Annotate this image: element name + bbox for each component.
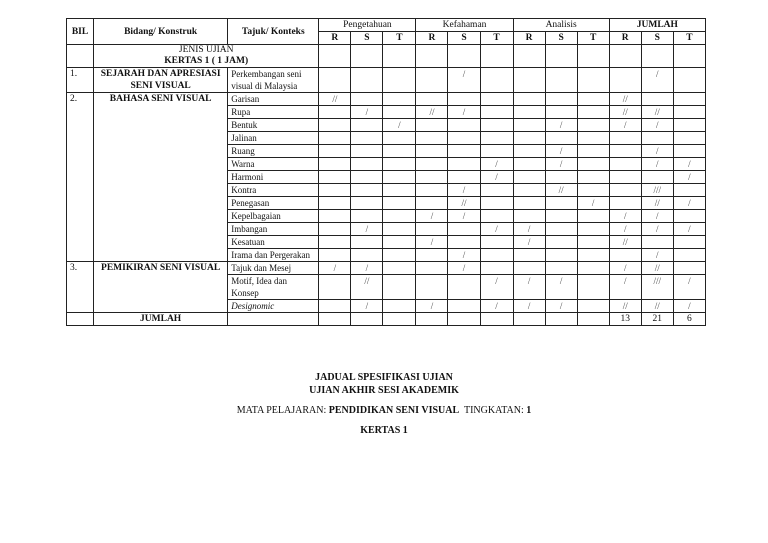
- topic-cell: Imbangan: [228, 223, 319, 236]
- topic-cell: Designomic: [228, 300, 319, 313]
- mark-cell: [480, 93, 513, 106]
- mark-cell: [577, 68, 609, 93]
- mark-cell: /: [513, 275, 545, 300]
- mark-cell: [641, 93, 673, 106]
- mark-cell: [577, 223, 609, 236]
- mark-cell: [577, 93, 609, 106]
- mark-cell: [383, 210, 416, 223]
- mark-cell: [448, 171, 480, 184]
- mark-cell: [416, 184, 448, 197]
- mark-cell: [383, 236, 416, 249]
- mark-cell: [480, 184, 513, 197]
- mark-cell: /: [641, 223, 673, 236]
- mark-cell: //: [351, 275, 383, 300]
- header-tajuk: Tajuk/ Konteks: [228, 19, 319, 45]
- mark-cell: /: [545, 145, 577, 158]
- mark-cell: [351, 93, 383, 106]
- mark-cell: [351, 145, 383, 158]
- mark-cell: [351, 249, 383, 262]
- mark-cell: [448, 275, 480, 300]
- mark-cell: /: [448, 249, 480, 262]
- mark-cell: [351, 197, 383, 210]
- table-body: [67, 45, 706, 326]
- mark-cell: [383, 106, 416, 119]
- table-row: [67, 262, 706, 275]
- mark-cell: [351, 158, 383, 171]
- mark-cell: [673, 210, 705, 223]
- mark-cell: [577, 119, 609, 132]
- mark-cell: /: [673, 171, 705, 184]
- mark-cell: /: [609, 119, 641, 132]
- mark-cell: ///: [641, 275, 673, 300]
- mark-cell: [319, 171, 351, 184]
- mark-cell: [448, 93, 480, 106]
- mark-cell: /: [609, 210, 641, 223]
- mark-cell: /: [545, 158, 577, 171]
- mark-cell: /: [545, 119, 577, 132]
- mark-cell: [319, 106, 351, 119]
- jenis-ujian-row: [67, 45, 706, 68]
- jenis-ujian-label: JENIS UJIAN: [178, 45, 234, 55]
- mark-cell: [416, 262, 448, 275]
- mark-cell: [416, 145, 448, 158]
- subheader-t: T: [577, 32, 609, 45]
- mark-cell: [577, 275, 609, 300]
- header-kefahaman: Kefahaman: [416, 19, 513, 32]
- mark-cell: [480, 249, 513, 262]
- mark-cell: [673, 93, 705, 106]
- subject-prefix: MATA PELAJARAN:: [236, 405, 327, 416]
- mark-cell: [577, 158, 609, 171]
- mark-cell: [448, 236, 480, 249]
- mark-cell: [416, 171, 448, 184]
- mark-cell: /: [641, 158, 673, 171]
- mark-cell: [416, 68, 448, 93]
- mark-cell: [545, 93, 577, 106]
- mark-cell: [448, 158, 480, 171]
- mark-cell: [673, 249, 705, 262]
- mark-cell: [513, 119, 545, 132]
- mark-cell: //: [319, 93, 351, 106]
- mark-cell: /: [513, 223, 545, 236]
- mark-cell: [416, 158, 448, 171]
- mark-cell: [545, 132, 577, 145]
- mark-cell: [351, 132, 383, 145]
- mark-cell: [319, 300, 351, 313]
- mark-cell: [480, 236, 513, 249]
- mark-cell: [609, 68, 641, 93]
- header-analisis: Analisis: [513, 19, 609, 32]
- header-jumlah: JUMLAH: [609, 19, 705, 32]
- topic-cell: Warna: [228, 158, 319, 171]
- mark-cell: [609, 184, 641, 197]
- mark-cell: [641, 236, 673, 249]
- mark-cell: [319, 210, 351, 223]
- jumlah-row: [67, 313, 706, 326]
- mark-cell: [577, 145, 609, 158]
- mark-cell: /: [609, 275, 641, 300]
- mark-cell: [673, 68, 705, 93]
- mark-cell: [609, 145, 641, 158]
- mark-cell: [513, 132, 545, 145]
- section-name: BAHASA SENI VISUAL: [94, 93, 228, 262]
- mark-cell: [480, 119, 513, 132]
- mark-cell: [319, 223, 351, 236]
- mark-cell: [448, 132, 480, 145]
- mark-cell: [319, 236, 351, 249]
- mark-cell: /: [641, 145, 673, 158]
- mark-cell: [383, 223, 416, 236]
- mark-cell: ///: [641, 184, 673, 197]
- mark-cell: [513, 145, 545, 158]
- mark-cell: /: [641, 119, 673, 132]
- specification-table: [66, 18, 706, 326]
- mark-cell: [545, 262, 577, 275]
- mark-cell: [513, 262, 545, 275]
- mark-cell: //: [416, 106, 448, 119]
- topic-cell: Irama dan Pergerakan: [228, 249, 319, 262]
- topic-cell: Motif, Idea dan Konsep: [228, 275, 319, 300]
- mark-cell: [513, 158, 545, 171]
- mark-cell: [383, 197, 416, 210]
- kertas-duration-label: KERTAS 1 ( 1 JAM): [164, 56, 249, 66]
- mark-cell: [351, 68, 383, 93]
- jumlah-value: 21: [641, 313, 673, 326]
- mark-cell: /: [673, 223, 705, 236]
- mark-cell: [480, 68, 513, 93]
- mark-cell: //: [641, 197, 673, 210]
- mark-cell: /: [383, 119, 416, 132]
- mark-cell: //: [609, 236, 641, 249]
- mark-cell: /: [416, 300, 448, 313]
- mark-cell: [577, 184, 609, 197]
- mark-cell: [319, 119, 351, 132]
- mark-cell: [480, 106, 513, 119]
- footer-title-2: UJIAN AKHIR SESI AKADEMIK: [309, 385, 459, 396]
- mark-cell: [383, 132, 416, 145]
- header-bil: BIL: [67, 19, 94, 45]
- section-name: SEJARAH DAN APRESIASI SENI VISUAL: [94, 68, 228, 93]
- mark-cell: [351, 119, 383, 132]
- mark-cell: [416, 132, 448, 145]
- mark-cell: [480, 210, 513, 223]
- mark-cell: [351, 184, 383, 197]
- topic-cell: Garisan: [228, 93, 319, 106]
- subject-name: PENDIDIKAN SENI VISUAL: [328, 405, 460, 416]
- mark-cell: [545, 236, 577, 249]
- jumlah-value: 13: [609, 313, 641, 326]
- mark-cell: [416, 223, 448, 236]
- mark-cell: [545, 249, 577, 262]
- subheader-t: T: [480, 32, 513, 45]
- mark-cell: [577, 262, 609, 275]
- mark-cell: [319, 68, 351, 93]
- mark-cell: /: [448, 68, 480, 93]
- mark-cell: [577, 210, 609, 223]
- mark-cell: [351, 210, 383, 223]
- mark-cell: [383, 275, 416, 300]
- mark-cell: [319, 184, 351, 197]
- mark-cell: [383, 262, 416, 275]
- jumlah-value: 6: [673, 313, 705, 326]
- mark-cell: [609, 132, 641, 145]
- subheader-s: S: [545, 32, 577, 45]
- mark-cell: [383, 249, 416, 262]
- level-prefix: TINGKATAN:: [463, 405, 524, 416]
- mark-cell: [577, 249, 609, 262]
- mark-cell: [416, 93, 448, 106]
- mark-cell: //: [609, 300, 641, 313]
- mark-cell: //: [545, 184, 577, 197]
- mark-cell: /: [480, 275, 513, 300]
- subheader-s: S: [641, 32, 673, 45]
- mark-cell: [673, 119, 705, 132]
- mark-cell: [319, 145, 351, 158]
- mark-cell: [609, 158, 641, 171]
- mark-cell: [577, 132, 609, 145]
- mark-cell: /: [351, 262, 383, 275]
- mark-cell: /: [545, 275, 577, 300]
- mark-cell: [673, 132, 705, 145]
- mark-cell: /: [448, 210, 480, 223]
- mark-cell: //: [609, 106, 641, 119]
- mark-cell: [577, 171, 609, 184]
- mark-cell: [545, 68, 577, 93]
- subheader-s: S: [448, 32, 480, 45]
- mark-cell: /: [641, 68, 673, 93]
- mark-cell: [383, 184, 416, 197]
- mark-cell: /: [673, 197, 705, 210]
- mark-cell: [383, 68, 416, 93]
- mark-cell: [513, 106, 545, 119]
- mark-cell: /: [673, 300, 705, 313]
- mark-cell: /: [416, 210, 448, 223]
- mark-cell: [513, 93, 545, 106]
- mark-cell: /: [577, 197, 609, 210]
- mark-cell: [480, 132, 513, 145]
- mark-cell: //: [448, 197, 480, 210]
- mark-cell: /: [513, 236, 545, 249]
- mark-cell: [673, 184, 705, 197]
- jumlah-label: JUMLAH: [94, 313, 228, 326]
- mark-cell: /: [641, 249, 673, 262]
- mark-cell: /: [448, 106, 480, 119]
- mark-cell: [448, 119, 480, 132]
- mark-cell: [416, 197, 448, 210]
- subheader-s: S: [351, 32, 383, 45]
- mark-cell: [545, 223, 577, 236]
- section-number: 2.: [67, 93, 94, 262]
- mark-cell: [545, 106, 577, 119]
- topic-cell: Penegasan: [228, 197, 319, 210]
- mark-cell: [609, 249, 641, 262]
- mark-cell: [480, 197, 513, 210]
- mark-cell: [448, 300, 480, 313]
- topic-cell: Kesatuan: [228, 236, 319, 249]
- subheader-r: R: [416, 32, 448, 45]
- mark-cell: [513, 249, 545, 262]
- mark-cell: [416, 119, 448, 132]
- mark-cell: [673, 106, 705, 119]
- mark-cell: /: [319, 262, 351, 275]
- subheader-t: T: [673, 32, 705, 45]
- mark-cell: [641, 171, 673, 184]
- topic-cell: Bentuk: [228, 119, 319, 132]
- mark-cell: /: [448, 184, 480, 197]
- mark-cell: [641, 132, 673, 145]
- mark-cell: /: [673, 158, 705, 171]
- header-pengetahuan: Pengetahuan: [319, 19, 416, 32]
- subheader-t: T: [383, 32, 416, 45]
- mark-cell: /: [351, 106, 383, 119]
- section-number: 1.: [67, 68, 94, 93]
- mark-cell: //: [609, 93, 641, 106]
- mark-cell: [513, 210, 545, 223]
- mark-cell: [383, 171, 416, 184]
- mark-cell: //: [641, 262, 673, 275]
- topic-cell: Tajuk dan Mesej: [228, 262, 319, 275]
- mark-cell: /: [513, 300, 545, 313]
- mark-cell: /: [609, 223, 641, 236]
- mark-cell: [319, 132, 351, 145]
- header-bidang: Bidang/ Konstruk: [94, 19, 228, 45]
- mark-cell: [383, 300, 416, 313]
- mark-cell: /: [416, 236, 448, 249]
- mark-cell: [609, 171, 641, 184]
- mark-cell: /: [545, 300, 577, 313]
- jenis-ujian-cell: [94, 45, 319, 68]
- topic-cell: Ruang: [228, 145, 319, 158]
- mark-cell: [319, 197, 351, 210]
- mark-cell: //: [641, 300, 673, 313]
- mark-cell: [480, 145, 513, 158]
- mark-cell: [673, 262, 705, 275]
- mark-cell: [351, 236, 383, 249]
- mark-cell: [513, 68, 545, 93]
- table-row: [67, 68, 706, 93]
- mark-cell: [480, 262, 513, 275]
- mark-cell: [513, 171, 545, 184]
- footer-paper: KERTAS 1: [360, 425, 408, 436]
- topic-cell: Kepelbagaian: [228, 210, 319, 223]
- mark-cell: [513, 184, 545, 197]
- subheader-r: R: [513, 32, 545, 45]
- mark-cell: /: [609, 262, 641, 275]
- mark-cell: /: [351, 300, 383, 313]
- mark-cell: [513, 197, 545, 210]
- mark-cell: /: [480, 171, 513, 184]
- subheader-r: R: [609, 32, 641, 45]
- mark-cell: [448, 145, 480, 158]
- topic-cell: Kontra: [228, 184, 319, 197]
- mark-cell: [577, 300, 609, 313]
- mark-cell: [383, 93, 416, 106]
- mark-cell: [577, 236, 609, 249]
- mark-cell: [545, 197, 577, 210]
- mark-cell: [448, 223, 480, 236]
- mark-cell: [416, 249, 448, 262]
- mark-cell: /: [673, 275, 705, 300]
- footer-title-1: JADUAL SPESIFIKASI UJIAN: [315, 372, 453, 383]
- table-row: [67, 93, 706, 106]
- mark-cell: /: [351, 223, 383, 236]
- mark-cell: [609, 197, 641, 210]
- section-number: 3.: [67, 262, 94, 313]
- subheader-r: R: [319, 32, 351, 45]
- level-value: 1: [526, 405, 532, 416]
- mark-cell: [673, 145, 705, 158]
- mark-cell: //: [641, 106, 673, 119]
- mark-cell: [577, 106, 609, 119]
- mark-cell: [383, 145, 416, 158]
- footer-subject-line: [0, 405, 768, 416]
- mark-cell: [351, 171, 383, 184]
- topic-cell: Jalinan: [228, 132, 319, 145]
- mark-cell: /: [448, 262, 480, 275]
- topic-cell: Harmoni: [228, 171, 319, 184]
- mark-cell: [673, 236, 705, 249]
- mark-cell: [319, 275, 351, 300]
- mark-cell: /: [641, 210, 673, 223]
- mark-cell: [545, 210, 577, 223]
- mark-cell: /: [480, 300, 513, 313]
- topic-cell: Perkembangan seni visual di Malaysia: [228, 68, 319, 93]
- mark-cell: [319, 249, 351, 262]
- section-name: PEMIKIRAN SENI VISUAL: [94, 262, 228, 313]
- topic-cell: Rupa: [228, 106, 319, 119]
- mark-cell: [319, 158, 351, 171]
- mark-cell: /: [480, 158, 513, 171]
- mark-cell: /: [480, 223, 513, 236]
- mark-cell: [416, 275, 448, 300]
- mark-cell: [383, 158, 416, 171]
- mark-cell: [545, 171, 577, 184]
